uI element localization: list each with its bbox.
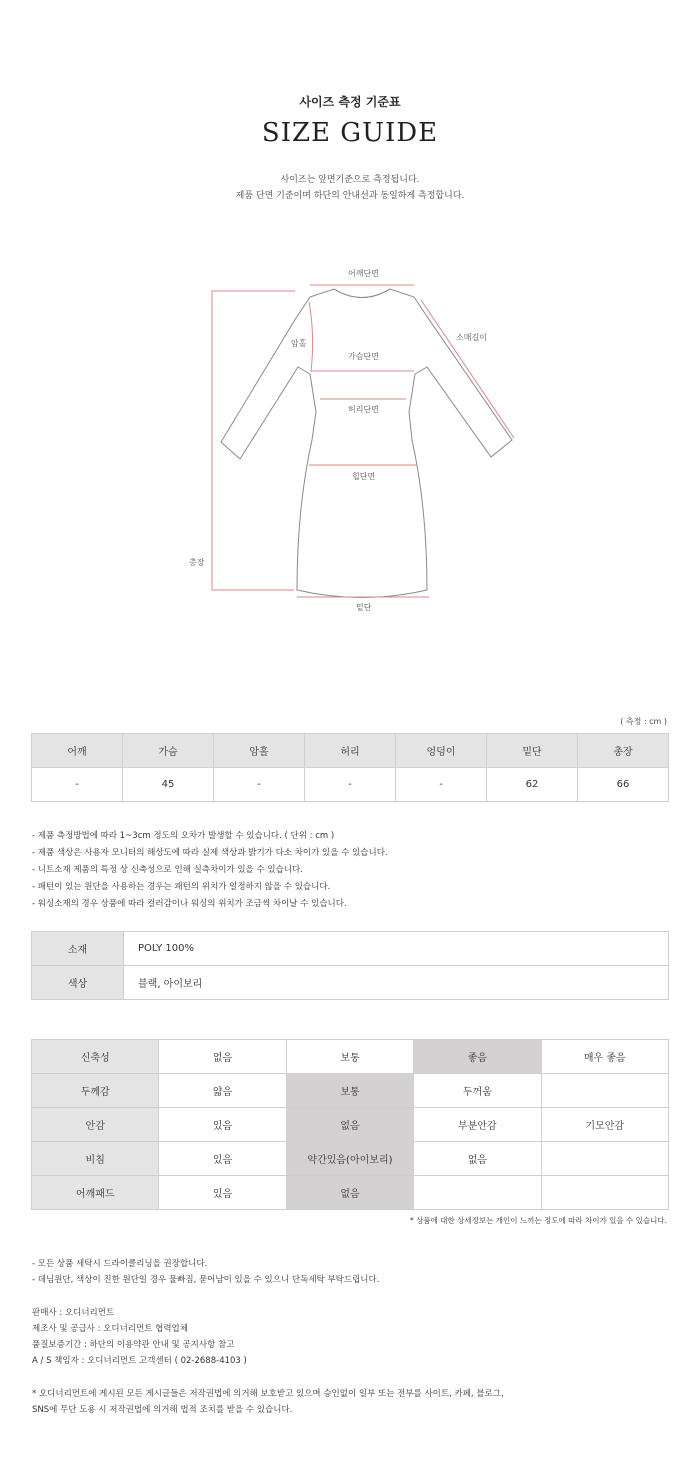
company-warranty: 품질보증기간 : 하단의 이용약관 안내 및 공지사항 참고 [32, 1340, 235, 1350]
size-value-cell: - [305, 768, 396, 802]
feel-row-shoulder-pad [32, 1176, 669, 1210]
title-korean: 사이즈 측정 기준표 [299, 95, 401, 109]
size-value-cell: 62 [487, 768, 578, 802]
size-header-cell: 총장 [578, 734, 669, 768]
note-item: - 패턴이 있는 원단을 사용하는 경우는 패턴의 위치가 일정하지 않을 수 있습니다. [32, 882, 331, 892]
dress-measurement-diagram [0, 262, 700, 622]
intro-line-1: 사이즈는 앞면기준으로 측정됩니다. [280, 175, 420, 185]
feel-label: 두께감 [32, 1074, 159, 1108]
feel-option: 기모안감 [541, 1108, 668, 1142]
label-shoulder: 어깨단면 [348, 269, 379, 278]
note-item: - 제품 색상은 사용자 모니터의 해상도에 따라 실제 색상과 밝기가 다소 차이가 있을 수 있습니다. [32, 848, 388, 858]
feel-option [541, 1074, 668, 1108]
material-label: 소재 [32, 932, 124, 966]
size-header-cell: 가슴 [123, 734, 214, 768]
size-value-cell: - [396, 768, 487, 802]
label-total-length: 총장 [189, 558, 205, 567]
note-item: - 제품 측정방법에 따라 1~3cm 정도의 오차가 발생할 수 있습니다. ( 단위 : cm ) [32, 831, 335, 841]
feel-option: 매우 좋음 [541, 1040, 668, 1074]
label-hip: 힙단면 [352, 472, 376, 481]
feel-option: 좋음 [414, 1040, 541, 1074]
feel-option [414, 1176, 541, 1210]
feel-option: 있음 [159, 1108, 286, 1142]
size-value-cell: - [214, 768, 305, 802]
copyright-notice [32, 1386, 504, 1418]
feel-row-lining [32, 1108, 669, 1142]
copyright-line-1: * 오디너리먼트에 게시된 모든 게시글들은 저작권법에 의거해 보호받고 있으며 승인없이 일부 또는 전부를 사이트, 카페, 블로그, [32, 1389, 504, 1399]
feel-option: 없음 [286, 1176, 413, 1210]
fabric-feel-table [31, 1039, 669, 1210]
size-header-cell: 암홀 [214, 734, 305, 768]
label-hem: 밑단 [356, 603, 372, 612]
feel-option [541, 1176, 668, 1210]
note-item: - 워싱소재의 경우 상품에 따라 컬러감이나 워싱의 위치가 조금씩 차이날 수 있습니다. [32, 899, 347, 909]
feel-label: 신축성 [32, 1040, 159, 1074]
feel-option: 있음 [159, 1176, 286, 1210]
material-value: POLY 100% [124, 932, 669, 966]
feel-row-sheerness [32, 1142, 669, 1176]
measurement-notes [32, 828, 388, 913]
label-chest: 가슴단면 [348, 352, 379, 361]
feel-label: 안감 [32, 1108, 159, 1142]
size-value-cell: 45 [123, 768, 214, 802]
company-as-contact: A / S 책임자 : 오디너리먼트 고객센터 ( 02-2688-4103 ) [32, 1356, 247, 1366]
intro-line-2: 제품 단면 기준이며 하단의 안내선과 동일하게 측정합니다. [235, 191, 465, 201]
material-table [31, 931, 669, 1000]
feel-table-note: * 상품에 대한 상세정보는 개인이 느끼는 정도에 따라 차이가 있을 수 있습니다. [410, 1216, 667, 1225]
label-waist: 허리단면 [348, 405, 379, 414]
feel-option: 없음 [286, 1108, 413, 1142]
size-header-cell: 엉덩이 [396, 734, 487, 768]
size-header-cell: 밑단 [487, 734, 578, 768]
feel-option: 얇음 [159, 1074, 286, 1108]
size-header-cell: 허리 [305, 734, 396, 768]
note-item: - 니트소재 제품의 특정 상 신축성으로 인해 실측차이가 있을 수 있습니다. [32, 865, 303, 875]
feel-label: 비침 [32, 1142, 159, 1176]
feel-label: 어깨패드 [32, 1176, 159, 1210]
size-header-cell: 어깨 [32, 734, 123, 768]
feel-option: 보통 [286, 1040, 413, 1074]
intro-text [0, 172, 700, 204]
feel-option: 두꺼움 [414, 1074, 541, 1108]
company-manufacturer: 제조사 및 공급사 : 오디너리먼트 협력업체 [32, 1324, 188, 1334]
size-value-cell: 66 [578, 768, 669, 802]
material-row [32, 932, 669, 966]
size-table [31, 733, 669, 802]
size-table-value-row [32, 768, 669, 802]
care-instructions [32, 1256, 379, 1288]
feel-option: 보통 [286, 1074, 413, 1108]
label-sleeve: 소매길이 [456, 333, 487, 342]
feel-option [541, 1142, 668, 1176]
label-armhole: 암홀 [291, 339, 307, 348]
feel-option: 없음 [414, 1142, 541, 1176]
company-info [32, 1305, 247, 1369]
feel-option: 약간있음(아이보리) [286, 1142, 413, 1176]
care-item: - 모든 상품 세탁시 드라이클리닝을 권장합니다. [32, 1259, 208, 1269]
company-seller: 판매사 : 오디너리먼트 [32, 1308, 115, 1318]
color-value: 블랙, 아이보리 [124, 966, 669, 1000]
feel-option: 있음 [159, 1142, 286, 1176]
size-value-cell: - [32, 768, 123, 802]
feel-option: 부분안감 [414, 1108, 541, 1142]
feel-row-stretch [32, 1040, 669, 1074]
size-table-header-row [32, 734, 669, 768]
feel-row-thickness [32, 1074, 669, 1108]
color-label: 색상 [32, 966, 124, 1000]
feel-option: 없음 [159, 1040, 286, 1074]
title-size-guide: SIZE GUIDE [261, 118, 439, 148]
color-row [32, 966, 669, 1000]
care-item: - 데님원단, 색상이 진한 원단일 경우 물빠짐, 묻어남이 있을 수 있으니 단독세탁 부탁드립니다. [32, 1275, 380, 1285]
measurement-unit: ( 측정 : cm ) [620, 717, 667, 726]
copyright-line-2: SNS에 무단 도용 시 저작권법에 의거해 법적 조치를 받을 수 있습니다. [32, 1405, 293, 1415]
dress-illustration [0, 262, 700, 622]
